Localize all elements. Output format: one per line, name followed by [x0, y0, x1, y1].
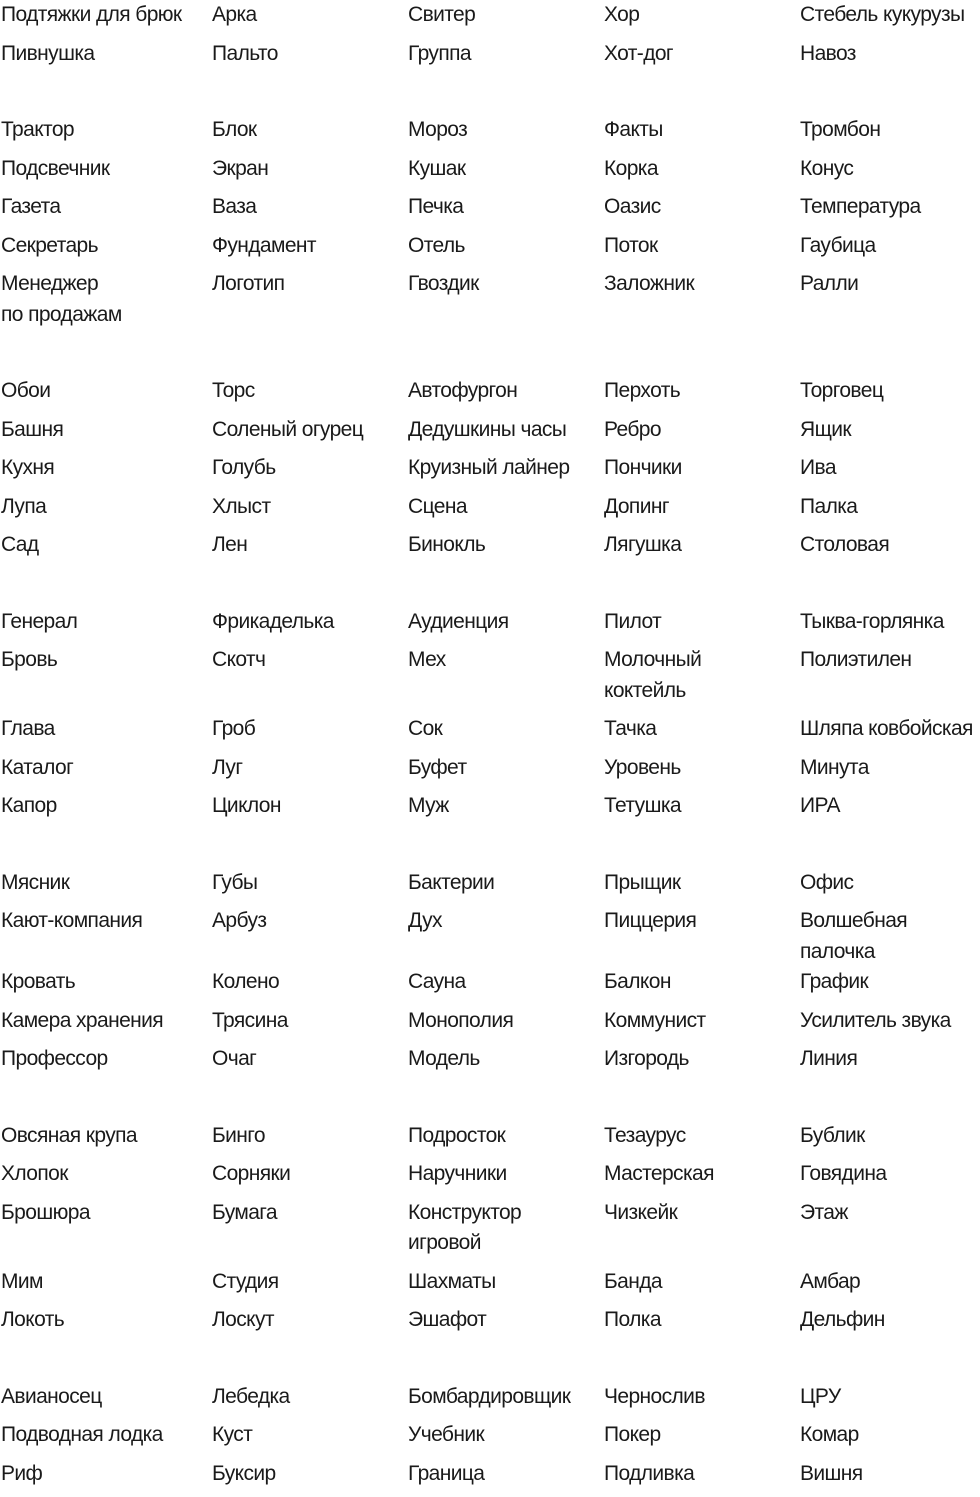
word-cell: Волшебная палочка — [799, 906, 980, 967]
word-group — [0, 115, 980, 338]
word-cell: Хот-дог — [603, 39, 799, 70]
word-cell: Шахматы — [407, 1267, 603, 1298]
word-cell: Буксир — [211, 1459, 407, 1490]
word-cell: Бублик — [799, 1121, 980, 1152]
word-cell: Студия — [211, 1267, 407, 1298]
word-group — [0, 607, 980, 830]
word-cell: Дух — [407, 906, 603, 937]
word-cell: Лен — [211, 530, 407, 561]
word-cell: ЦРУ — [799, 1382, 980, 1413]
word-cell: Ребро — [603, 415, 799, 446]
word-cell: Сорняки — [211, 1159, 407, 1190]
word-cell: Губы — [211, 868, 407, 899]
word-cell: Перхоть — [603, 376, 799, 407]
word-cell: Отель — [407, 231, 603, 262]
word-cell: Ралли — [799, 269, 980, 300]
word-cell: ИРА — [799, 791, 980, 822]
word-row — [0, 791, 980, 830]
word-cell: Тезаурус — [603, 1121, 799, 1152]
word-cell: Экран — [211, 154, 407, 185]
word-cell: Мех — [407, 645, 603, 676]
word-row — [0, 967, 980, 1006]
word-cell: Бомбардировщик — [407, 1382, 603, 1413]
word-row — [0, 1044, 980, 1083]
word-cell: Пивнушка — [0, 39, 211, 70]
word-cell: Сауна — [407, 967, 603, 998]
word-cell: Бумага — [211, 1198, 407, 1229]
word-cell: Печка — [407, 192, 603, 223]
word-cell: Дельфин — [799, 1305, 980, 1336]
word-cell: Капор — [0, 791, 211, 822]
word-cell: Говядина — [799, 1159, 980, 1190]
word-row — [0, 1305, 980, 1344]
word-cell: Ваза — [211, 192, 407, 223]
word-cell: Бинго — [211, 1121, 407, 1152]
word-cell: Свитер — [407, 0, 603, 31]
word-group — [0, 0, 980, 77]
word-row — [0, 530, 980, 569]
word-cell: Амбар — [799, 1267, 980, 1298]
word-row — [0, 453, 980, 492]
word-cell: Подтяжки для брюк — [0, 0, 211, 31]
word-cell: Менеджер по продажам — [0, 269, 211, 330]
word-cell: Вишня — [799, 1459, 980, 1490]
word-cell: Бровь — [0, 645, 211, 676]
word-cell: Каталог — [0, 753, 211, 784]
word-row — [0, 906, 980, 967]
word-cell: Монополия — [407, 1006, 603, 1037]
word-cell: Комар — [799, 1420, 980, 1451]
word-cell: Пончики — [603, 453, 799, 484]
word-cell: Пальто — [211, 39, 407, 70]
word-row — [0, 115, 980, 154]
word-cell: Кухня — [0, 453, 211, 484]
word-cell: Мим — [0, 1267, 211, 1298]
word-cell: Допинг — [603, 492, 799, 523]
word-cell: Торс — [211, 376, 407, 407]
word-cell: Ива — [799, 453, 980, 484]
word-cell: Эшафот — [407, 1305, 603, 1336]
word-cell: Минута — [799, 753, 980, 784]
word-row — [0, 492, 980, 531]
word-cell: Подросток — [407, 1121, 603, 1152]
word-cell: Логотип — [211, 269, 407, 300]
word-cell: Кровать — [0, 967, 211, 998]
word-cell: Колено — [211, 967, 407, 998]
word-cell: Кают-компания — [0, 906, 211, 937]
word-cell: Этаж — [799, 1198, 980, 1229]
word-cell: Модель — [407, 1044, 603, 1075]
word-row — [0, 714, 980, 753]
word-group — [0, 1121, 980, 1344]
word-cell: Наручники — [407, 1159, 603, 1190]
word-cell: Дедушкины часы — [407, 415, 603, 446]
word-cell: Мясник — [0, 868, 211, 899]
word-cell: Балкон — [603, 967, 799, 998]
word-row — [0, 1159, 980, 1198]
word-cell: Группа — [407, 39, 603, 70]
word-cell: График — [799, 967, 980, 998]
word-cell: Фундамент — [211, 231, 407, 262]
word-cell: Тромбон — [799, 115, 980, 146]
word-cell: Пилот — [603, 607, 799, 638]
word-cell: Полиэтилен — [799, 645, 980, 676]
word-cell: Хор — [603, 0, 799, 31]
word-cell: Авианосец — [0, 1382, 211, 1413]
word-row — [0, 645, 980, 714]
word-cell: Палка — [799, 492, 980, 523]
word-row — [0, 868, 980, 907]
word-cell: Башня — [0, 415, 211, 446]
word-cell: Мороз — [407, 115, 603, 146]
word-cell: Лупа — [0, 492, 211, 523]
word-cell: Очаг — [211, 1044, 407, 1075]
word-cell: Температура — [799, 192, 980, 223]
word-cell: Столовая — [799, 530, 980, 561]
word-cell: Стебель кукурузы — [799, 0, 980, 31]
word-cell: Ящик — [799, 415, 980, 446]
word-cell: Полка — [603, 1305, 799, 1336]
word-cell: Генерал — [0, 607, 211, 638]
word-cell: Блок — [211, 115, 407, 146]
word-cell: Торговец — [799, 376, 980, 407]
word-cell: Гаубица — [799, 231, 980, 262]
word-cell: Хлопок — [0, 1159, 211, 1190]
word-cell: Брошюра — [0, 1198, 211, 1229]
word-row — [0, 607, 980, 646]
word-cell: Трясина — [211, 1006, 407, 1037]
word-cell: Газета — [0, 192, 211, 223]
word-cell: Банда — [603, 1267, 799, 1298]
word-cell: Циклон — [211, 791, 407, 822]
word-group — [0, 1382, 980, 1497]
word-cell: Профессор — [0, 1044, 211, 1075]
word-row — [0, 39, 980, 78]
word-row — [0, 192, 980, 231]
word-cell: Тачка — [603, 714, 799, 745]
word-cell: Лягушка — [603, 530, 799, 561]
word-group — [0, 376, 980, 569]
word-cell: Круизный лайнер — [407, 453, 603, 484]
word-cell: Шляпа ковбойская — [799, 714, 980, 745]
word-cell: Луг — [211, 753, 407, 784]
word-cell: Конус — [799, 154, 980, 185]
word-cell: Лоскут — [211, 1305, 407, 1336]
word-cell: Учебник — [407, 1420, 603, 1451]
word-row — [0, 1121, 980, 1160]
word-cell: Секретарь — [0, 231, 211, 262]
word-row — [0, 415, 980, 454]
word-cell: Заложник — [603, 269, 799, 300]
word-cell: Бинокль — [407, 530, 603, 561]
word-cell: Тетушка — [603, 791, 799, 822]
word-cell: Соленый огурец — [211, 415, 407, 446]
word-cell: Конструктор игровой — [407, 1198, 603, 1259]
word-cell: Риф — [0, 1459, 211, 1490]
word-cell: Поток — [603, 231, 799, 262]
word-cell: Факты — [603, 115, 799, 146]
word-cell: Обои — [0, 376, 211, 407]
word-cell: Чизкейк — [603, 1198, 799, 1229]
word-cell: Офис — [799, 868, 980, 899]
word-cell: Куст — [211, 1420, 407, 1451]
word-cell: Глава — [0, 714, 211, 745]
word-cell: Гроб — [211, 714, 407, 745]
word-cell: Прыщик — [603, 868, 799, 899]
word-cell: Лебедка — [211, 1382, 407, 1413]
word-row — [0, 1382, 980, 1421]
word-cell: Сад — [0, 530, 211, 561]
word-cell: Фрикаделька — [211, 607, 407, 638]
word-cell: Граница — [407, 1459, 603, 1490]
word-cell: Тыква-горлянка — [799, 607, 980, 638]
word-cell: Пиццерия — [603, 906, 799, 937]
word-cell: Чернослив — [603, 1382, 799, 1413]
word-cell: Подсвечник — [0, 154, 211, 185]
word-cell: Оазис — [603, 192, 799, 223]
word-cell: Арка — [211, 0, 407, 31]
word-row — [0, 1267, 980, 1306]
word-cell: Аудиенция — [407, 607, 603, 638]
word-cell: Уровень — [603, 753, 799, 784]
word-cell: Голубь — [211, 453, 407, 484]
word-row — [0, 376, 980, 415]
word-row — [0, 1006, 980, 1045]
word-cell: Овсяная крупа — [0, 1121, 211, 1152]
word-cell: Покер — [603, 1420, 799, 1451]
word-cell: Скотч — [211, 645, 407, 676]
word-cell: Кушак — [407, 154, 603, 185]
word-cell: Изгородь — [603, 1044, 799, 1075]
word-cell: Хлыст — [211, 492, 407, 523]
word-row — [0, 269, 980, 338]
word-cell: Мастерская — [603, 1159, 799, 1190]
word-cell: Буфет — [407, 753, 603, 784]
word-cell: Корка — [603, 154, 799, 185]
word-cell: Арбуз — [211, 906, 407, 937]
word-row — [0, 231, 980, 270]
word-cell: Гвоздик — [407, 269, 603, 300]
word-row — [0, 0, 980, 39]
word-cell: Подливка — [603, 1459, 799, 1490]
word-cell: Автофургон — [407, 376, 603, 407]
word-cell: Подводная лодка — [0, 1420, 211, 1451]
word-cell: Локоть — [0, 1305, 211, 1336]
word-cell: Линия — [799, 1044, 980, 1075]
word-cell: Бактерии — [407, 868, 603, 899]
word-row — [0, 1198, 980, 1267]
word-cell: Коммунист — [603, 1006, 799, 1037]
word-row — [0, 1459, 980, 1497]
word-cell: Трактор — [0, 115, 211, 146]
word-cell: Сцена — [407, 492, 603, 523]
word-cell: Усилитель звука — [799, 1006, 980, 1037]
word-cell: Камера хранения — [0, 1006, 211, 1037]
word-row — [0, 753, 980, 792]
word-group — [0, 868, 980, 1083]
word-cell: Муж — [407, 791, 603, 822]
word-row — [0, 154, 980, 193]
word-cell: Сок — [407, 714, 603, 745]
word-cell: Молочный коктейль — [603, 645, 799, 706]
word-cell: Навоз — [799, 39, 980, 70]
